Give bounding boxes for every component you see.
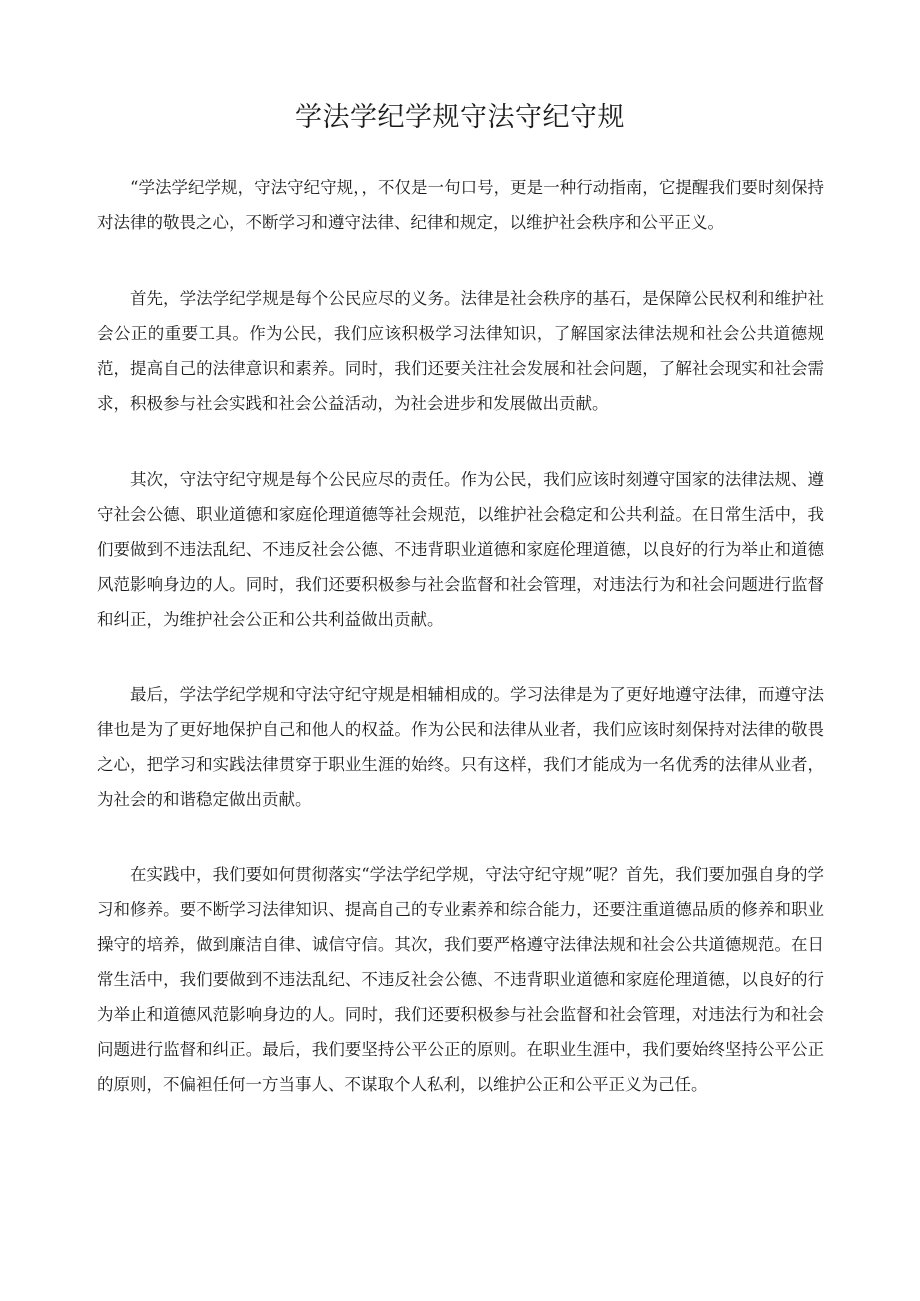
paragraph-second: 其次，守法守纪守规是每个公民应尽的责任。作为公民，我们应该时刻遵守国家的法律法规、遵守社会公德、职业道德和家庭伦理道德等社会规范，以维护社会稳定和公共利益。在日常生活中，我们要做到不违法乱纪、不违反社会公德、不违背职业道德和家庭伦理道德，以良好的行为举止和道德风范影响身边的人。同时，我们还要积极参与社会监督和社会管理，对违法行为和社会问题进行监督和纠正，为维护社会公正和公共利益做出贡献。 bbox=[97, 470, 824, 629]
paragraph-intro: “学法学纪学规，守法守纪守规，，不仅是一句口号，更是一种行动指南，它提醒我们要时刻保持对法律的敬畏之心，不断学习和遵守法律、纪律和规定，以维护社会秩序和公平正义。 bbox=[97, 178, 824, 232]
paragraph-first: 首先，学法学纪学规是每个公民应尽的义务。法律是社会秩序的基石，是保障公民权利和维护社会公正的重要工具。作为公民，我们应该积极学习法律知识，了解国家法律法规和社会公共道德规范，提高自己的法律意识和素养。同时，我们还要关注社会发展和社会问题，了解社会现实和社会需求，积极参与社会实践和社会公益活动，为社会进步和发展做出贡献。 bbox=[97, 289, 824, 413]
paragraph-last: 最后，学法学纪学规和守法守纪守规是相辅相成的。学习法律是为了更好地遵守法律，而遵守法律也是为了更好地保护自己和他人的权益。作为公民和法律从业者，我们应该时刻保持对法律的敬畏之心，把学习和实践法律贯穿于职业生涯的始终。只有这样，我们才能成为一名优秀的法律从业者，为社会的和谐稳定做出贡献。 bbox=[97, 685, 824, 809]
paragraph-practice: 在实践中，我们要如何贯彻落实“学法学纪学规，守法守纪守规”呢？首先，我们要加强自身的学习和修养。要不断学习法律知识、提高自己的专业素养和综合能力，还要注重道德品质的修养和职业操守的培养，做到廉洁自律、诚信守信。其次，我们要严格遵守法律法规和社会公共道德规范。在日常生活中，我们要做到不违法乱纪、不违反社会公德、不违背职业道德和家庭伦理道德，以良好的行为举止和道德风范影响身边的人。同时，我们还要积极参与社会监督和社会管理，对违法行为和社会问题进行监督和纠正。最后，我们要坚持公平公正的原则。在职业生涯中，我们要始终坚持公平公正的原则，不偏袒任何一方当事人、不谋取个人私利，以维护公正和公平正义为己任。 bbox=[97, 865, 824, 1094]
document-title: 学法学纪学规守法守纪守规 bbox=[295, 102, 625, 133]
